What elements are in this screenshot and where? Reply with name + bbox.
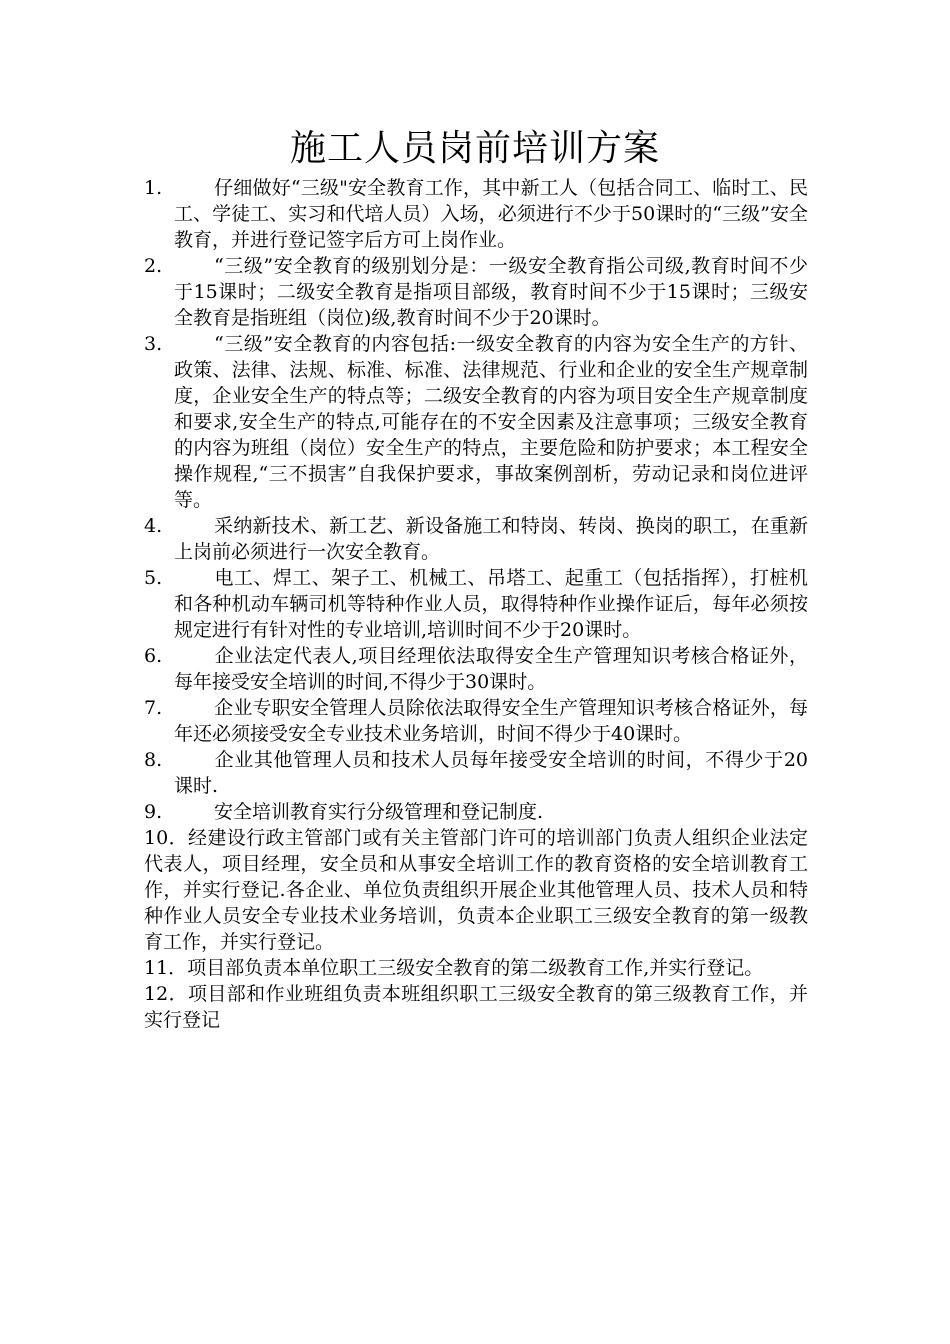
list-item (144, 981, 808, 1033)
document-body (144, 175, 808, 1033)
list-item (144, 799, 808, 825)
item-number: 7. (144, 697, 163, 719)
item-number: 8. (144, 749, 163, 771)
item-text: 企业法定代表人,项目经理依法取得安全生产管理知识考核合格证外，每年接受安全培训的时间,不得少于30课时。 (174, 645, 808, 693)
item-number: 4. (144, 515, 163, 537)
list-item (144, 253, 808, 331)
item-text: 安全培训教育实行分级管理和登记制度. (214, 801, 544, 823)
item-text: 项目部负责本单位职工三级安全教育的第二级教育工作,并实行登记。 (187, 957, 764, 979)
list-item (144, 695, 808, 747)
list-item (144, 825, 808, 955)
item-number: 10． (144, 827, 188, 849)
item-number: 11． (144, 957, 188, 979)
item-text: 采纳新技术、新工艺、新设备施工和特岗、转岗、换岗的职工，在重新上岗前必须进行一次安全教育。 (174, 515, 808, 563)
list-item (144, 331, 808, 513)
list-item (144, 643, 808, 695)
item-number: 5. (144, 567, 163, 589)
item-number: 1. (144, 177, 163, 199)
item-number: 9. (144, 801, 163, 823)
item-text: 经建设行政主管部门或有关主管部门许可的培训部门负责人组织企业法定代表人，项目经理，安全员和从事安全培训工作的教育资格的安全培训教育工作，并实行登记.各企业、单位负责组织开展企业其他管理人员、技术人员和特种作业人员安全专业技术业务培训，负责本企业职工三级安全教育的第一级教育工作，并实行登记。 (144, 827, 808, 953)
list-item (144, 175, 808, 253)
list-item (144, 747, 808, 799)
item-number: 12． (144, 983, 188, 1005)
item-text: 企业其他管理人员和技术人员每年接受安全培训的时间，不得少于20课时. (174, 749, 808, 797)
item-text: “三级”安全教育的级别划分是：一级安全教育指公司级,教育时间不少于15课时；二级安全教育是指项目部级，教育时间不少于15课时；三级安全教育是指班组（岗位)级,教育时间不少于20课时。 (174, 255, 808, 329)
item-number: 2. (144, 255, 163, 277)
list-item (144, 513, 808, 565)
item-text: 项目部和作业班组负责本班组织职工三级安全教育的第三级教育工作，并实行登记 (144, 983, 808, 1031)
document-title: 施工人员岗前培训方案 (289, 128, 660, 169)
item-text: 仔细做好“三级"安全教育工作，其中新工人（包括合同工、临时工、民工、学徒工、实习和代培人员）入场，必须进行不少于50课时的“三级”安全教育，并进行登记签字后方可上岗作业。 (174, 177, 808, 251)
item-text: 电工、焊工、架子工、机械工、吊塔工、起重工（包括指挥），打桩机和各种机动车辆司机等特种作业人员，取得特种作业操作证后，每年必须按规定进行有针对性的专业培训,培训时间不少于20课时。 (174, 567, 808, 641)
item-text: 企业专职安全管理人员除依法取得安全生产管理知识考核合格证外，每年还必须接受安全专业技术业务培训，时间不得少于40课时。 (174, 697, 808, 745)
item-number: 3. (144, 333, 163, 355)
item-text: “三级”安全教育的内容包括:一级安全教育的内容为安全生产的方针、政策、法律、法规、标准、标准、法律规范、行业和企业的安全生产规章制度，企业安全生产的特点等；二级安全教育的内容为项目安全生产规章制度和要求,安全生产的特点,可能存在的不安全因素及注意事项；三级安全教育的内容为班组（岗位）安全生产的特点，主要危险和防护要求；本工程安全操作规程,“三不损害”自我保护要求，事故案例剖析，劳动记录和岗位进评等。 (174, 333, 808, 511)
list-item (144, 565, 808, 643)
list-item (144, 955, 808, 981)
item-number: 6. (144, 645, 163, 667)
